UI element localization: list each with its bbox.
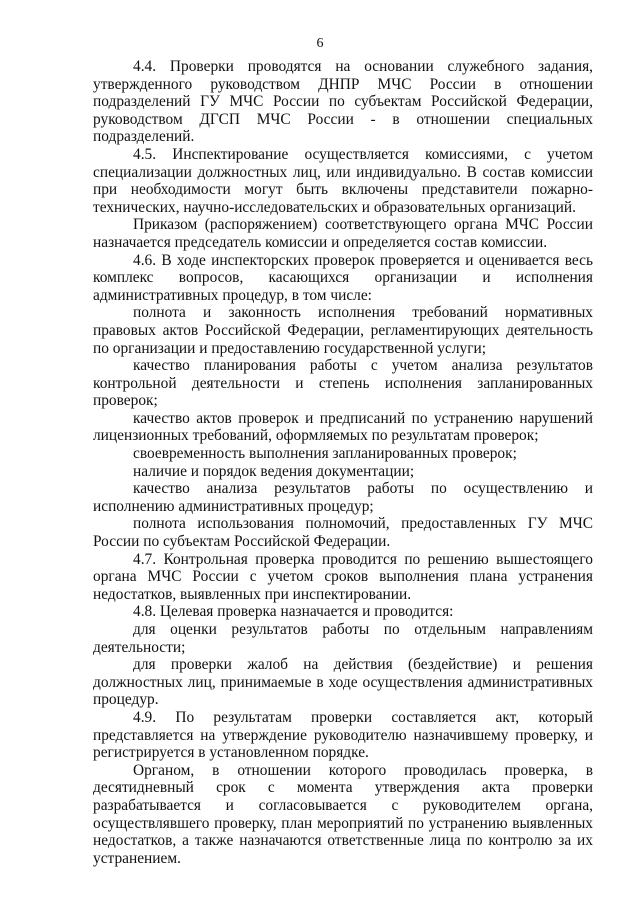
paragraph-commission-order: Приказом (распоряжением) соответствующего органа МЧС России назначается председатель комиссии и определяется состав комиссии. <box>93 216 593 251</box>
paragraph-4-7: 4.7. Контрольная проверка проводится по решению вышестоящего органа МЧС России с учетом сроков выполнения плана устранения недостатков, выявленных при инспектировании. <box>93 550 593 603</box>
list-item-powers-usage: полнота использования полномочий, предоставленных ГУ МЧС России по субъектам Российской Федерации. <box>93 515 593 551</box>
list-item-planning-quality: качество планирования работы с учетом анализа результатов контрольной деятельности и степень исполнения запланированных проверок; <box>93 357 593 410</box>
list-item-legality: полнота и законность исполнения требований нормативных правовых актов Российской Федерации, регламентирующих деятельность по организации и предоставлению государственной услуги; <box>93 304 593 357</box>
list-item-analysis-quality: качество анализа результатов работы по осуществлению и исполнению административных процедур; <box>93 480 593 515</box>
list-item-performance-evaluation: для оценки результатов работы по отдельным направлениям деятельности; <box>93 621 593 656</box>
paragraph-4-9: 4.9. По результатам проверки составляется акт, который представляется на утверждение руководителю назначившему проверку, и регистрируется в установленном порядке. <box>93 708 593 762</box>
paragraph-remediation-plan: Органом, в отношении которого проводилась проверка, в десятидневный срок с момента утверждения акта проверки разрабатывается и согласовывается с руководителем органа, осуществлявшего проверку, план мероприятий по устранению выявленных недостатков, а также назначаются ответственные лица по контролю за их устранением. <box>93 761 593 867</box>
list-item-acts-quality: качество актов проверок и предписаний по устранению нарушений лицензионных требований, оформляемых по результатам проверок; <box>93 409 593 445</box>
paragraph-4-4: 4.4. Проверки проводятся на основании служебного задания, утвержденного руководством ДНПР МЧС России в отношении подразделений ГУ МЧС России по субъектам Российской Федерации, руководством ДГСП МЧС России - в отношении специальных подразделений. <box>93 58 593 146</box>
document-body <box>93 58 593 867</box>
paragraph-4-6: 4.6. В ходе инспекторских проверок проверяется и оценивается весь комплекс вопросов, касающихся организации и исполнения административных процедур, в том числе: <box>93 251 593 304</box>
paragraph-4-5: 4.5. Инспектирование осуществляется комиссиями, с учетом специализации должностных лиц, или индивидуально. В состав комиссии при необходимости могут быть включены представители пожарно-технических, научно-исследовательских и образовательных организаций. <box>93 145 593 216</box>
paragraph-4-8: 4.8. Целевая проверка назначается и проводится: <box>133 603 454 621</box>
list-item-documentation: наличие и порядок ведения документации; <box>133 462 415 480</box>
page-number: 6 <box>316 36 324 51</box>
list-item-timeliness: своевременность выполнения запланированных проверок; <box>133 445 517 463</box>
list-item-complaints-review: для проверки жалоб на действия (бездействие) и решения должностных лиц, принимаемые в ходе осуществления административных процедур. <box>93 656 593 709</box>
